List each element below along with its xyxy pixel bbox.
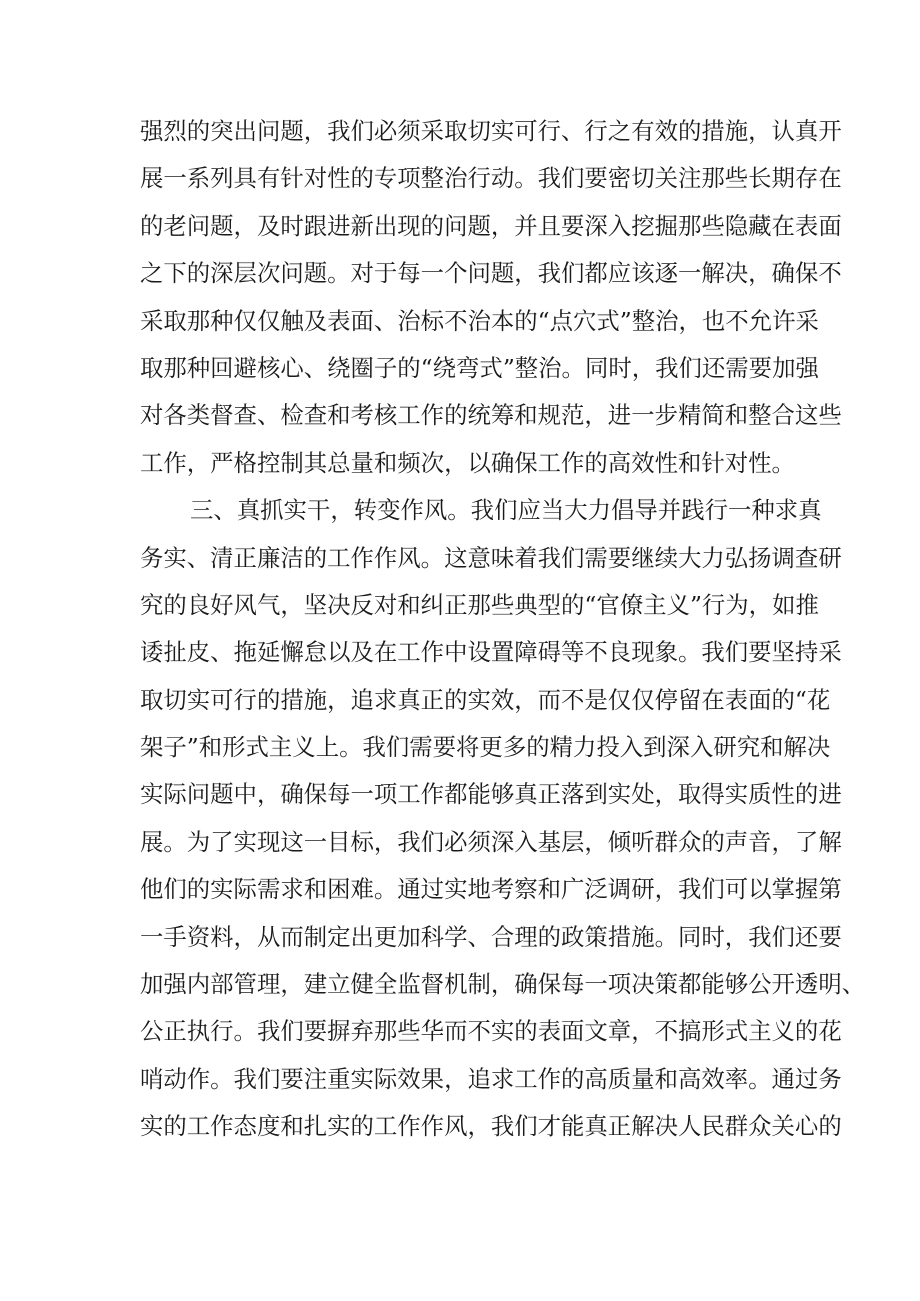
text-line: 展一系列具有针对性的专项整治行动。我们要密切关注那些长期存在 xyxy=(140,164,842,193)
text-line: 对各类督查、检查和考核工作的统筹和规范，进一步精简和整合这些 xyxy=(140,401,842,430)
text-line: 他们的实际需求和困难。通过实地考察和广泛调研，我们可以掌握第 xyxy=(140,875,842,904)
text-line: 务实、清正廉洁的工作作风。这意味着我们需要继续大力弘扬调查研 xyxy=(140,543,842,572)
text-line: 加强内部管理，建立健全监督机制，确保每一项决策都能够公开透明、 xyxy=(140,970,866,999)
text-line: 哨动作。我们要注重实际效果，追求工作的高质量和高效率。通过务 xyxy=(140,1064,842,1093)
section-heading-line: 三、真抓实干，转变作风。我们应当大力倡导并践行一种求真 xyxy=(190,496,822,525)
text-line: 实的工作态度和扎实的工作作风，我们才能真正解决人民群众关心的 xyxy=(140,1112,842,1141)
text-line: 诿扯皮、拖延懈怠以及在工作中设置障碍等不良现象。我们要坚持采 xyxy=(140,638,842,667)
text-line: 取那种回避核心、绕圈子的“绕弯式”整治。同时，我们还需要加强 xyxy=(140,353,819,382)
text-line: 工作，严格控制其总量和频次，以确保工作的高效性和针对性。 xyxy=(140,448,795,477)
text-line: 强烈的突出问题，我们必须采取切实可行、行之有效的措施，认真开 xyxy=(140,117,842,145)
text-line: 取切实可行的措施，追求真正的实效，而不是仅仅停留在表面的“花 xyxy=(140,685,831,714)
text-line: 公正执行。我们要摒弃那些华而不实的表面文章，不搞形式主义的花 xyxy=(140,1017,842,1046)
text-line: 之下的深层次问题。对于每一个问题，我们都应该逐一解决，确保不 xyxy=(140,259,842,288)
document-body xyxy=(140,108,866,1151)
text-line: 的老问题，及时跟进新出现的问题，并且要深入挖掘那些隐藏在表面 xyxy=(140,211,842,240)
text-line: 一手资料，从而制定出更加科学、合理的政策措施。同时，我们还要 xyxy=(140,922,842,951)
text-line: 采取那种仅仅触及表面、治标不治本的“点穴式”整治，也不允许采 xyxy=(140,306,819,335)
text-line: 展。为了实现这一目标，我们必须深入基层，倾听群众的声音，了解 xyxy=(140,827,842,856)
text-line: 究的良好风气，坚决反对和纠正那些典型的“官僚主义”行为，如推 xyxy=(140,590,819,619)
text-line: 实际问题中，确保每一项工作都能够真正落到实处，取得实质性的进 xyxy=(140,780,842,809)
text-line: 架子”和形式主义上。我们需要将更多的精力投入到深入研究和解决 xyxy=(140,733,831,762)
